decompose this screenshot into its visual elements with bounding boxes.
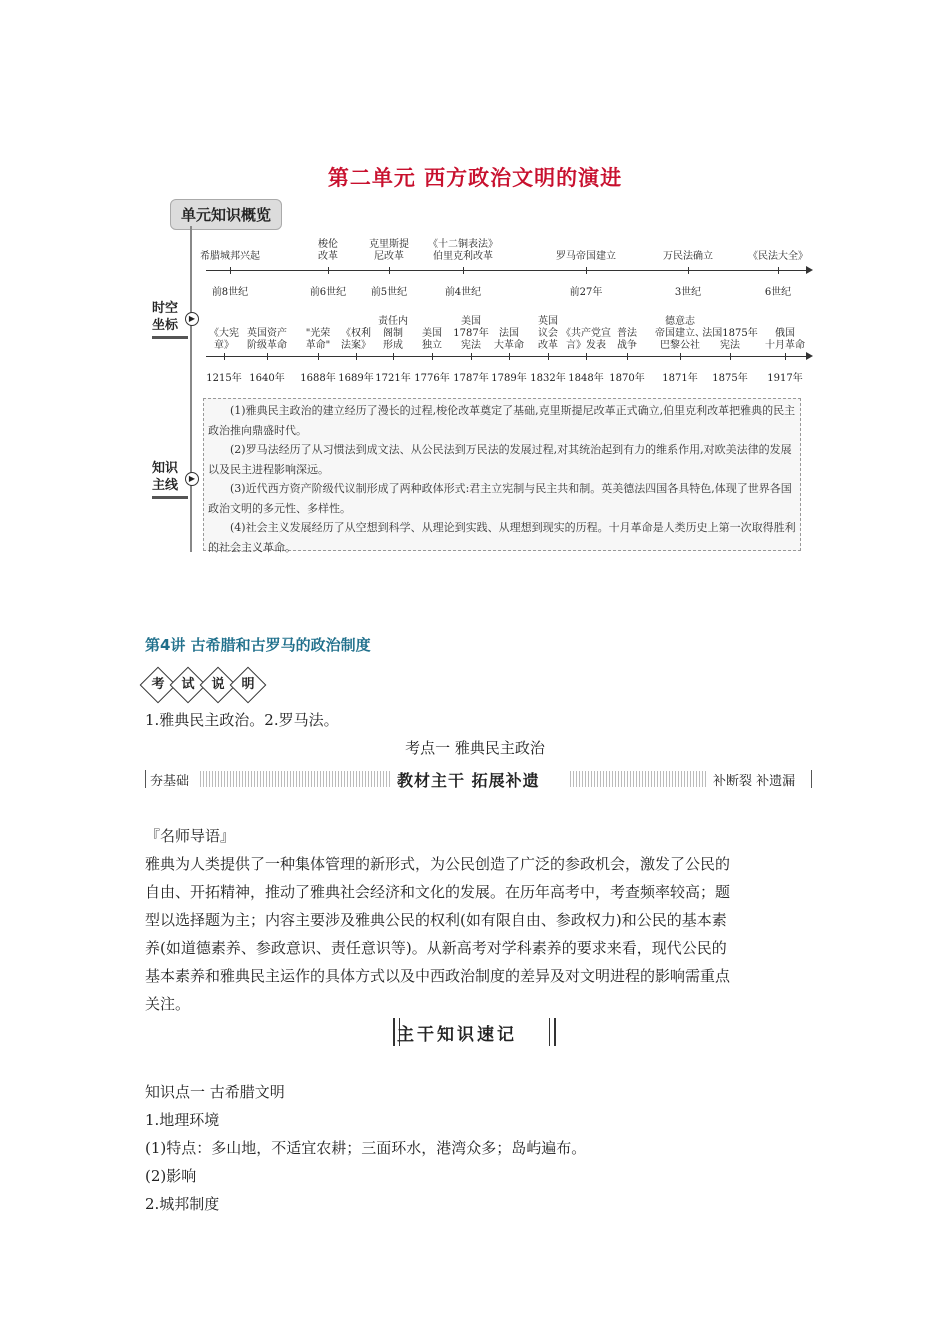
timeline-event: 英国资产 阶级革命: [247, 328, 287, 351]
timeline-tick: [785, 353, 786, 360]
timeline-event: 梭伦 改革: [318, 239, 338, 262]
timeline-date: 1871年: [662, 373, 698, 384]
timeline-date: 1776年: [414, 373, 450, 384]
timeline-event: 希腊城邦兴起: [200, 251, 260, 262]
section-banner: [145, 768, 812, 790]
play-arrow-icon: ▶: [185, 472, 199, 486]
timeline-tick: [328, 267, 329, 274]
timeline-tick: [356, 353, 357, 360]
overview-tab: 单元知识概览: [170, 199, 282, 230]
timeline-tick: [463, 267, 464, 274]
kaodian-title: 考点一 雅典民主政治: [405, 739, 545, 757]
timeline-tick: [389, 267, 390, 274]
mingshi-heading: 『名师导语』: [145, 827, 236, 845]
timeline-event: 责任内 阁制 形成: [378, 316, 408, 351]
timeline-tick: [393, 353, 394, 360]
ancient-timeline-axis: [206, 270, 811, 271]
mainline-item: (4)社会主义发展经历了从空想到科学、从理论到实践、从理想到现实的历程。十月革命是人类历史上第一次取得胜利的社会主义革命。: [208, 521, 796, 554]
timeline-tick: [471, 353, 472, 360]
timeline-date: 1721年: [375, 373, 411, 384]
timeline-tick: [730, 353, 731, 360]
box-right-bar: [549, 1018, 556, 1046]
timeline-event: 《民法大全》: [748, 251, 808, 262]
timeline-date: 6世纪: [764, 287, 792, 298]
timeline-date: 1789年: [491, 373, 527, 384]
timeline-tick: [224, 353, 225, 360]
timeline-date: 1688年: [300, 373, 336, 384]
timeline-tick: [778, 267, 779, 274]
knowledge-mainline-box: [203, 398, 801, 554]
banner-right-label: 补断裂 补遗漏: [713, 774, 796, 789]
timeline-event: 万民法确立: [663, 251, 713, 262]
timeline-event: 法国1875年 宪法: [702, 328, 758, 351]
timeline-date: 3世纪: [674, 287, 702, 298]
timeline-tick: [627, 353, 628, 360]
play-arrow-icon: ▶: [185, 312, 199, 326]
timeline-date: 1870年: [609, 373, 645, 384]
timeline-date: 前8世纪: [211, 287, 249, 298]
timeline-date: 1215年: [206, 373, 242, 384]
timeline-date: 前5世纪: [370, 287, 408, 298]
mainline-item: (1)雅典民主政治的建立经历了漫长的过程,梭伦改革奠定了基础,克里斯提尼改革正式确立,伯里克利改革把雅典的民主政治推向鼎盛时代。: [208, 404, 796, 437]
timeline-event: 普法 战争: [617, 328, 637, 351]
timeline-tick: [230, 267, 231, 274]
timeline-event: 美国 1787年 宪法: [453, 316, 489, 351]
timeline-tick: [432, 353, 433, 360]
banner-middle-label: 教材主干 拓展补遗: [397, 771, 540, 790]
knowledge-list: 知识点一 古希腊文明 1.地理环境 (1)特点：多山地，不适宜农耕；三面环水，港湾众多；岛屿遍布。 (2)影响 2.城邦制度: [145, 1083, 587, 1213]
timeline-event: 法国 大革命: [494, 328, 524, 351]
timeline-event: 《权利 法案》: [341, 328, 371, 351]
knowledge-box-title: 主干知识速记: [397, 1025, 517, 1045]
timeline-event: 克里斯提 尼改革: [369, 239, 409, 262]
timeline-date: 1848年: [568, 373, 604, 384]
timeline-date: 前4世纪: [444, 287, 482, 298]
timeline-date: 1640年: [249, 373, 285, 384]
timeline-event: 俄国 十月革命: [765, 328, 805, 351]
mainline-side-label: 知识 主线: [152, 460, 188, 499]
timeline-tick: [548, 353, 549, 360]
timeline-tick: [509, 353, 510, 360]
timeline-event: 罗马帝国建立: [556, 251, 616, 262]
exam-text: 1.雅典民主政治。2.罗马法。: [145, 711, 339, 729]
timeline-event: 《共产党宣 言》发表: [561, 328, 611, 351]
timeline-event: 英国 议会 改革: [538, 316, 558, 351]
timeline-tick: [688, 267, 689, 274]
timeline-tick: [586, 267, 587, 274]
timeline-event: 《十二铜表法》 伯里克利改革: [428, 239, 498, 262]
side-divider: [190, 226, 192, 552]
mingshi-paragraph: 雅典为人类提供了一种集体管理的新形式，为公民创造了广泛的参政机会，激发了公民的 自由、开拓精神，推动了雅典社会经济和文化的发展。在历年高考中，考查频率较高；题 型以选择题为主；内容主要涉及雅典公民的权利(如有限自由、参政权力)和公民的基本素 养(如道德素养、参政意识、责任意识等)。从新高考对学科素养的要求来看，现代公民的 基本素养和雅典民主运作的具体方式以及中西政治制度的差异及对文明进程的影响需重点 关注。: [145, 855, 731, 1013]
mainline-item: (2)罗马法经历了从习惯法到成文法、从公民法到万民法的发展过程,对其统治起到有力的维系作用,对欧美法律的发展以及民主进程影响深远。: [208, 443, 792, 476]
timeline-event: 美国 独立: [422, 328, 442, 351]
timeline-tick: [267, 353, 268, 360]
timeline-date: 1689年: [338, 373, 374, 384]
exam-description-badge: 考 试 说 明: [145, 672, 265, 698]
timeline-date: 1787年: [453, 373, 489, 384]
timeline-side-label: 时空 坐标: [152, 300, 188, 339]
timeline-event: "光荣 革命": [305, 328, 331, 351]
timeline-tick: [680, 353, 681, 360]
banner-left-label: 夯基础: [150, 774, 190, 789]
unit-title: 第二单元 西方政治文明的演进: [327, 165, 623, 190]
timeline-tick: [318, 353, 319, 360]
timeline-tick: [586, 353, 587, 360]
timeline-date: 1917年: [767, 373, 803, 384]
timeline-date: 前6世纪: [309, 287, 347, 298]
timeline-date: 1875年: [712, 373, 748, 384]
timeline-event: 《大宪 章》: [209, 328, 239, 351]
mainline-item: (3)近代西方资产阶级代议制形成了两种政体形式:君主立宪制与民主共和制。英美德法四国各具特色,体现了世界各国政治文明的多元性、多样性。: [208, 482, 792, 515]
timeline-date: 前27年: [569, 287, 603, 298]
timeline-date: 1832年: [530, 373, 566, 384]
lecture-title: 第4讲 古希腊和古罗马的政治制度: [145, 636, 371, 654]
timeline-event: 德意志 帝国建立、 巴黎公社: [655, 316, 705, 351]
